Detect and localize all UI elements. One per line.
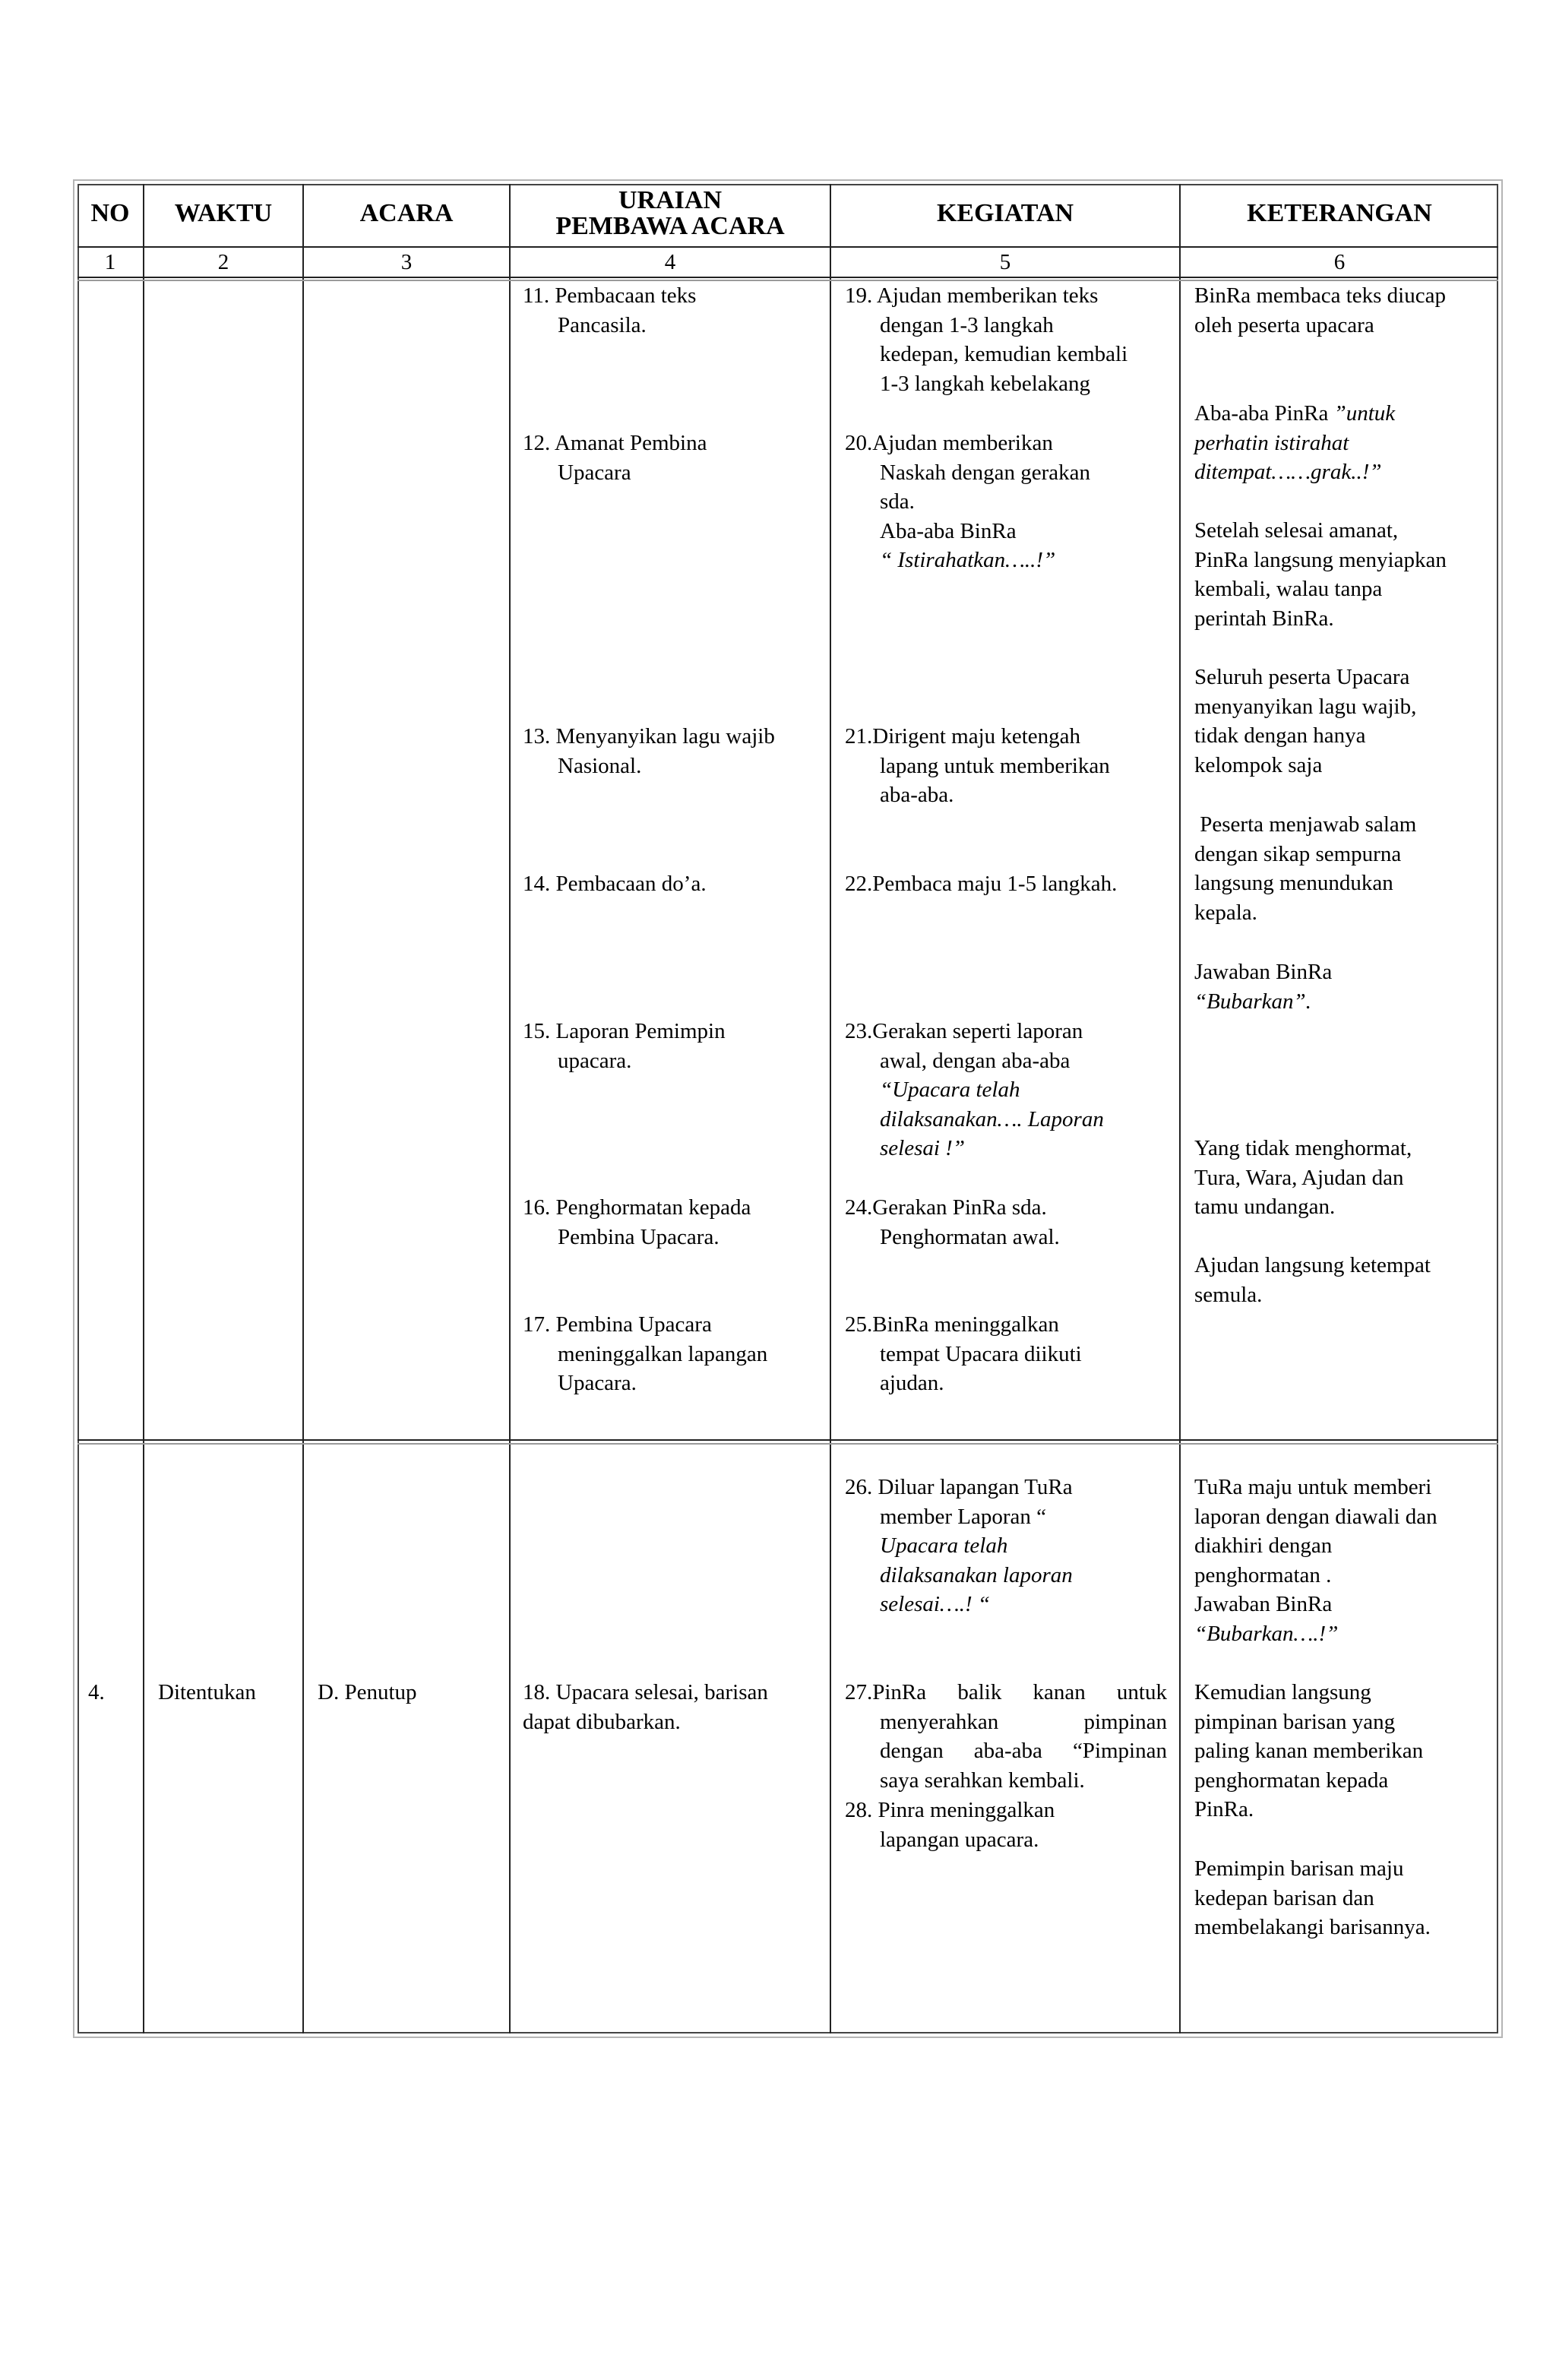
text-line: 12. Amanat Pembina [523, 431, 707, 455]
header-uraian-line-2: PEMBAWA ACARA [555, 212, 785, 240]
kegiatan-item-23 [845, 1017, 1104, 1163]
uraian-item-14 [523, 869, 707, 899]
text-line: 19. Ajudan memberikan teks [845, 283, 1099, 308]
text-line: BinRa membaca teks diucap [1194, 283, 1446, 308]
text-line: PinRa. [1194, 1797, 1254, 1821]
text-line-italic: “Upacara telah [880, 1078, 1020, 1102]
text-line: lapangan upacara. [880, 1827, 1039, 1852]
column-divider [1179, 184, 1181, 2033]
uraian-item-18 [523, 1678, 768, 1736]
text-line: Tura, Wara, Ajudan dan [1194, 1165, 1404, 1190]
text-line: 15. Laporan Pemimpin [523, 1019, 726, 1043]
header-acara: ACARA [359, 199, 454, 227]
row-waktu: Ditentukan [158, 1680, 256, 1704]
word: aba-aba [973, 1739, 1042, 1763]
text-line: diakhiri dengan [1194, 1533, 1333, 1558]
text-line: Upacara [558, 460, 631, 485]
text-line: 20.Ajudan memberikan [845, 431, 1053, 455]
column-divider [509, 184, 511, 2033]
text-line: dapat dibubarkan. [523, 1709, 681, 1734]
text-line: lapang untuk memberikan [880, 753, 1110, 778]
text-line: Setelah selesai amanat, [1194, 518, 1399, 543]
text-span-italic: ”untuk [1333, 401, 1396, 426]
text-line-italic: ditempat……grak..!” [1194, 460, 1382, 484]
uraian-item-15 [523, 1017, 726, 1075]
text-line: PinRa langsung menyiapkan [1194, 547, 1447, 572]
keterangan-note-8 [1194, 1251, 1431, 1309]
keterangan-note-1 [1194, 281, 1446, 340]
kegiatan-item-25 [845, 1310, 1082, 1398]
text-line: menyanyikan lagu wajib, [1194, 694, 1417, 719]
text-line-italic: perhatin istirahat [1194, 430, 1349, 455]
text-line: kelompok saja [1194, 752, 1323, 777]
column-divider [302, 184, 304, 2033]
text-line: dengan 1-3 langkah [880, 312, 1054, 337]
text-line: Jawaban BinRa [1194, 1592, 1333, 1616]
keterangan-note-6 [1194, 957, 1332, 1016]
header-keterangan: KETERANGAN [1247, 199, 1432, 227]
word: balik [957, 1680, 1002, 1704]
text-line: 25.BinRa meninggalkan [845, 1312, 1059, 1337]
text-line: 14. Pembacaan do’a. [523, 872, 707, 896]
text-line: Naskah dengan gerakan [880, 460, 1090, 485]
justified-line [845, 1707, 1167, 1737]
text-line: 1-3 langkah kebelakang [880, 371, 1091, 396]
row-divider-double [77, 1443, 1498, 1445]
text-line: kepala. [1194, 900, 1257, 925]
word: 27.PinRa [845, 1680, 927, 1704]
document-table [73, 179, 1503, 2038]
kegiatan-item-24 [845, 1193, 1060, 1252]
keterangan-note-3 [1194, 516, 1447, 633]
text-line: 26. Diluar lapangan TuRa [845, 1475, 1073, 1499]
text-line: penghormatan kepada [1194, 1768, 1389, 1793]
uraian-item-17 [523, 1310, 767, 1398]
header-no: NO [90, 199, 130, 227]
text-line: perintah BinRa. [1194, 606, 1334, 631]
text-line-italic: “Bubarkan”. [1194, 989, 1311, 1014]
text-line: langsung menundukan [1194, 871, 1393, 895]
text-line: awal, dengan aba-aba [880, 1048, 1071, 1073]
keterangan-note-2 [1194, 399, 1395, 487]
text-line-italic: selesai !” [880, 1136, 965, 1160]
kegiatan-item-22 [845, 869, 1117, 899]
text-line: Penghormatan awal. [880, 1224, 1060, 1249]
column-number: 5 [999, 249, 1011, 274]
text-line: Yang tidak menghormat, [1194, 1136, 1412, 1160]
text-line: 11. Pembacaan teks [523, 283, 697, 308]
text-line: 17. Pembina Upacara [523, 1312, 712, 1337]
text-line: Pancasila. [558, 312, 647, 337]
text-line: kedepan barisan dan [1194, 1885, 1374, 1910]
text-line: sda. [880, 489, 915, 514]
justified-line [845, 1736, 1167, 1766]
text-line: 13. Menyanyikan lagu wajib [523, 724, 775, 748]
keterangan-note-11 [1194, 1854, 1431, 1942]
text-line: dengan sikap sempurna [1194, 841, 1402, 866]
text-line-italic: dilaksanakan…. Laporan [880, 1106, 1104, 1131]
text-line-italic: Upacara telah [880, 1533, 1008, 1558]
text-line: oleh peserta upacara [1194, 312, 1374, 337]
word: “Pimpinan [1072, 1739, 1167, 1763]
kegiatan-item-19 [845, 281, 1127, 398]
word: kanan [1033, 1680, 1086, 1704]
kegiatan-item-26 [845, 1473, 1073, 1619]
word: untuk [1116, 1680, 1167, 1704]
uraian-item-12 [523, 429, 707, 487]
uraian-item-16 [523, 1193, 751, 1252]
keterangan-note-7 [1194, 1134, 1412, 1222]
text-line: penghormatan . [1194, 1562, 1332, 1587]
text-line: tempat Upacara diikuti [880, 1341, 1082, 1366]
keterangan-note-10 [1194, 1678, 1423, 1825]
text-line: 22.Pembaca maju 1-5 langkah. [845, 872, 1118, 896]
uraian-item-13 [523, 722, 775, 780]
keterangan-note-4 [1194, 663, 1416, 780]
text-line: pimpinan barisan yang [1194, 1709, 1396, 1734]
word: menyerahkan [880, 1709, 999, 1734]
column-divider [143, 184, 144, 2033]
row-number: 4. [88, 1680, 105, 1704]
text-line: Upacara. [558, 1371, 637, 1395]
text-line: member Laporan “ [880, 1504, 1047, 1529]
text-line: laporan dengan diawali dan [1194, 1504, 1437, 1529]
text-line-italic: “Bubarkan….!” [1194, 1621, 1339, 1646]
text-line: Nasional. [558, 753, 642, 778]
text-line: Pemimpin barisan maju [1194, 1856, 1404, 1881]
text-line: 23.Gerakan seperti laporan [845, 1019, 1083, 1043]
text-line: membelakangi barisannya. [1194, 1915, 1431, 1939]
word: dengan [880, 1739, 944, 1763]
text-line: Peserta menjawab salam [1194, 812, 1417, 837]
text-line: 21.Dirigent maju ketengah [845, 724, 1081, 748]
column-number: 3 [400, 249, 413, 274]
text-line: meninggalkan lapangan [558, 1341, 768, 1366]
text-line: 24.Gerakan PinRa sda. [845, 1195, 1047, 1220]
keterangan-note-5 [1194, 810, 1416, 927]
column-divider [830, 184, 831, 2033]
column-number: 1 [104, 249, 116, 274]
kegiatan-item-27 [845, 1678, 1167, 1795]
kegiatan-item-21 [845, 722, 1110, 810]
text-line: ajudan. [880, 1371, 944, 1395]
text-line: TuRa maju untuk memberi [1194, 1475, 1432, 1499]
text-line: Seluruh peserta Upacara [1194, 665, 1410, 689]
text-line: kembali, walau tanpa [1194, 577, 1383, 601]
text-line: aba-aba. [880, 783, 954, 807]
justified-line [845, 1678, 1167, 1707]
text-line: Pembina Upacara. [558, 1224, 719, 1249]
column-number: 6 [1333, 249, 1346, 274]
column-number: 2 [217, 249, 229, 274]
kegiatan-item-28 [845, 1796, 1055, 1854]
text-line: Ajudan langsung ketempat [1194, 1253, 1431, 1277]
text-line-italic: selesai….! “ [880, 1592, 990, 1616]
word: pimpinan [1083, 1709, 1167, 1734]
keterangan-note-9 [1194, 1473, 1437, 1648]
text-line: 16. Penghormatan kepada [523, 1195, 751, 1220]
number-row-divider [77, 277, 1498, 278]
text-line-italic: dilaksanakan laporan [880, 1562, 1073, 1587]
text-line: tamu undangan. [1194, 1195, 1336, 1219]
text-line: tidak dengan hanya [1194, 723, 1366, 748]
text-line: kedepan, kemudian kembali [880, 342, 1128, 366]
text-line: semula. [1194, 1282, 1263, 1307]
text-line: upacara. [558, 1048, 632, 1073]
text-line-italic: “ Istirahatkan…..!” [880, 548, 1056, 572]
text-line: Kemudian langsung [1194, 1680, 1371, 1704]
text-line: 28. Pinra meninggalkan [845, 1798, 1055, 1822]
row-acara: D. Penutup [318, 1680, 417, 1704]
text-line: Jawaban BinRa [1194, 960, 1333, 984]
header-uraian [511, 181, 830, 246]
text-line: paling kanan memberikan [1194, 1739, 1424, 1763]
row-divider [77, 1439, 1498, 1441]
text-span: Aba-aba PinRa [1194, 401, 1334, 426]
uraian-item-11 [523, 281, 696, 340]
header-waktu: WAKTU [174, 199, 273, 227]
header-uraian-line-1: URAIAN [618, 186, 722, 214]
text-line: saya serahkan kembali. [880, 1768, 1085, 1793]
text-line: 18. Upacara selesai, barisan [523, 1680, 768, 1704]
kegiatan-item-20 [845, 429, 1090, 575]
header-kegiatan: KEGIATAN [936, 199, 1074, 227]
text-line: Aba-aba BinRa [880, 518, 1017, 543]
column-number: 4 [664, 249, 676, 274]
